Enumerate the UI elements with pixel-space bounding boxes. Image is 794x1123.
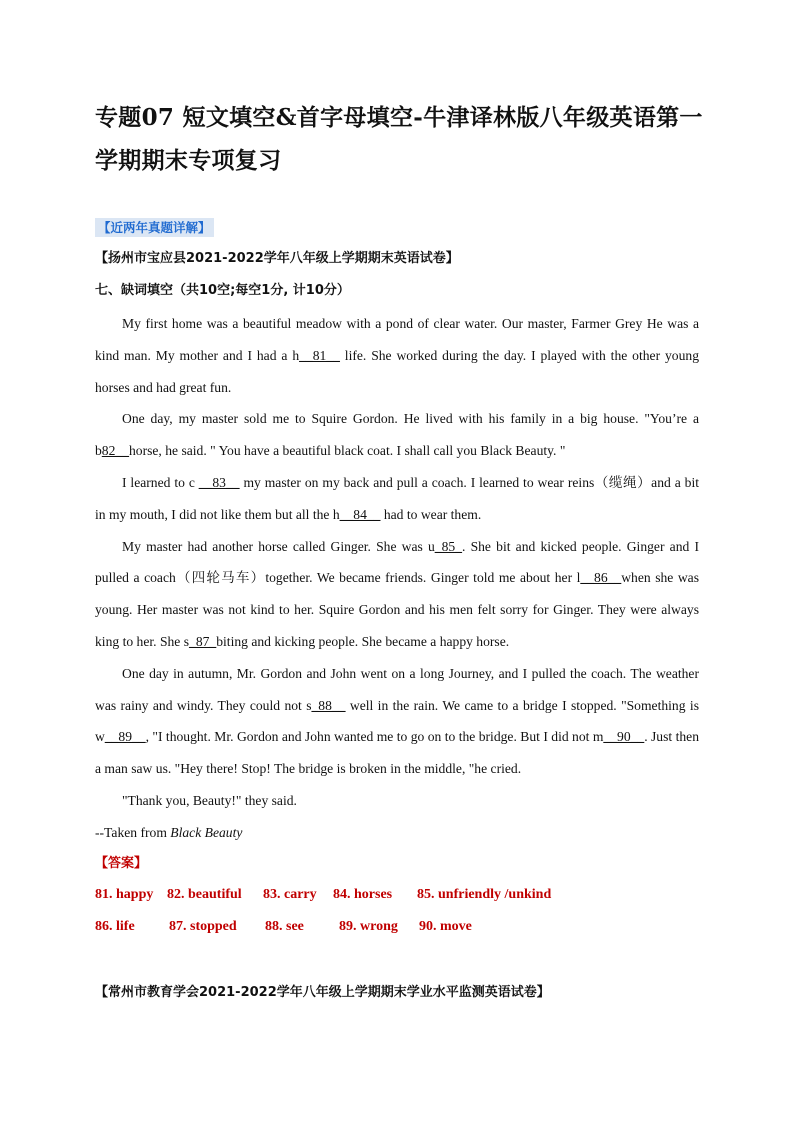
- answer-83: 83. carry: [263, 887, 317, 902]
- source-title: Black Beauty: [170, 824, 243, 840]
- blank-84: __84__: [339, 506, 381, 522]
- answer-84: 84. horses: [333, 887, 393, 902]
- answer-86: 86. life: [95, 919, 135, 934]
- paragraph-5: One day in autumn, Mr. Gordon and John went on a long Journey, and I pulled the coach. The weather was rainy and windy. They could not s_88__ well in the rain. We came to a bridge I stopped. "Something is w__89__, "I thought. Mr. Gordon and John wanted me to go on to the bridge. But I did not m__90__. Just then a man saw us. "Hey there! Stop! The bridge is broken in the middle, "he cried.: [95, 665, 699, 777]
- paragraph-6: "Thank you, Beauty!" they said.: [122, 792, 297, 808]
- answer-89: 89. wrong: [339, 919, 398, 934]
- paragraph-4: My master had another horse called Ginger. She was u_85_. She bit and kicked people. Ginger and I pulled a coach（四轮马车）together. We became friends. Ginger told me about her l__86__when she was young. Her master was not kind to her. Squire Gordon and his men felt sorry for Ginger. They were always king to her. She s_87_biting and kicking people. She became a happy horse.: [95, 538, 699, 649]
- exam-heading-1: 【扬州市宝应县2021-2022学年八年级上学期期末英语试卷】: [95, 251, 459, 266]
- paragraph-1: My first home was a beautiful meadow with a pond of clear water. Our master, Farmer Grey He was a kind man. My mother and I had a h__81__ life. She worked during the day. I played with the other young horses and had great fun.: [95, 316, 699, 395]
- section-badge: 【近两年真题详解】: [95, 218, 214, 237]
- passage: [95, 308, 699, 849]
- blank-82: 82__: [101, 443, 129, 459]
- blank-86: __86__: [580, 570, 622, 586]
- blank-88: _88__: [311, 697, 346, 713]
- page-title: 专题07 短文填空&首字母填空-牛津译林版八年级英语第一学期期末专项复习: [95, 104, 703, 174]
- answer-85: 85. unfriendly /unkind: [417, 887, 552, 902]
- answer-88: 88. see: [265, 919, 304, 934]
- answer-81: 81. happy: [95, 887, 154, 902]
- paragraph-2: One day, my master sold me to Squire Gordon. He lived with his family in a big house. "You’re a b82__horse, he said. " You have a beautiful black coat. I shall call you Black Beauty. ": [95, 411, 699, 459]
- answer-label: 【答案】: [95, 856, 148, 871]
- answer-82: 82. beautiful: [167, 887, 242, 902]
- paragraph-3: I learned to c __83__ my master on my back and pull a coach. I learned to wear reins（缆绳）and a bit in my mouth, I did not like them but all the h__84__ had to wear them.: [95, 474, 700, 522]
- answer-87: 87. stopped: [169, 919, 237, 934]
- blank-90: __90__: [603, 729, 645, 745]
- section-heading: 七、缺词填空（共10空;每空1分, 计10分）: [95, 283, 350, 298]
- answer-90: 90. move: [419, 919, 472, 934]
- exam-heading-2: 【常州市教育学会2021-2022学年八年级上学期期末学业水平监测英语试卷】: [95, 985, 550, 1000]
- blank-87: _87_: [189, 633, 217, 649]
- source-line: --Taken from Black Beauty: [95, 824, 243, 840]
- blank-83: __83__: [198, 474, 240, 490]
- blank-89: __89__: [104, 729, 146, 745]
- blank-81: __81__: [299, 347, 340, 363]
- blank-85: _85_: [434, 538, 462, 554]
